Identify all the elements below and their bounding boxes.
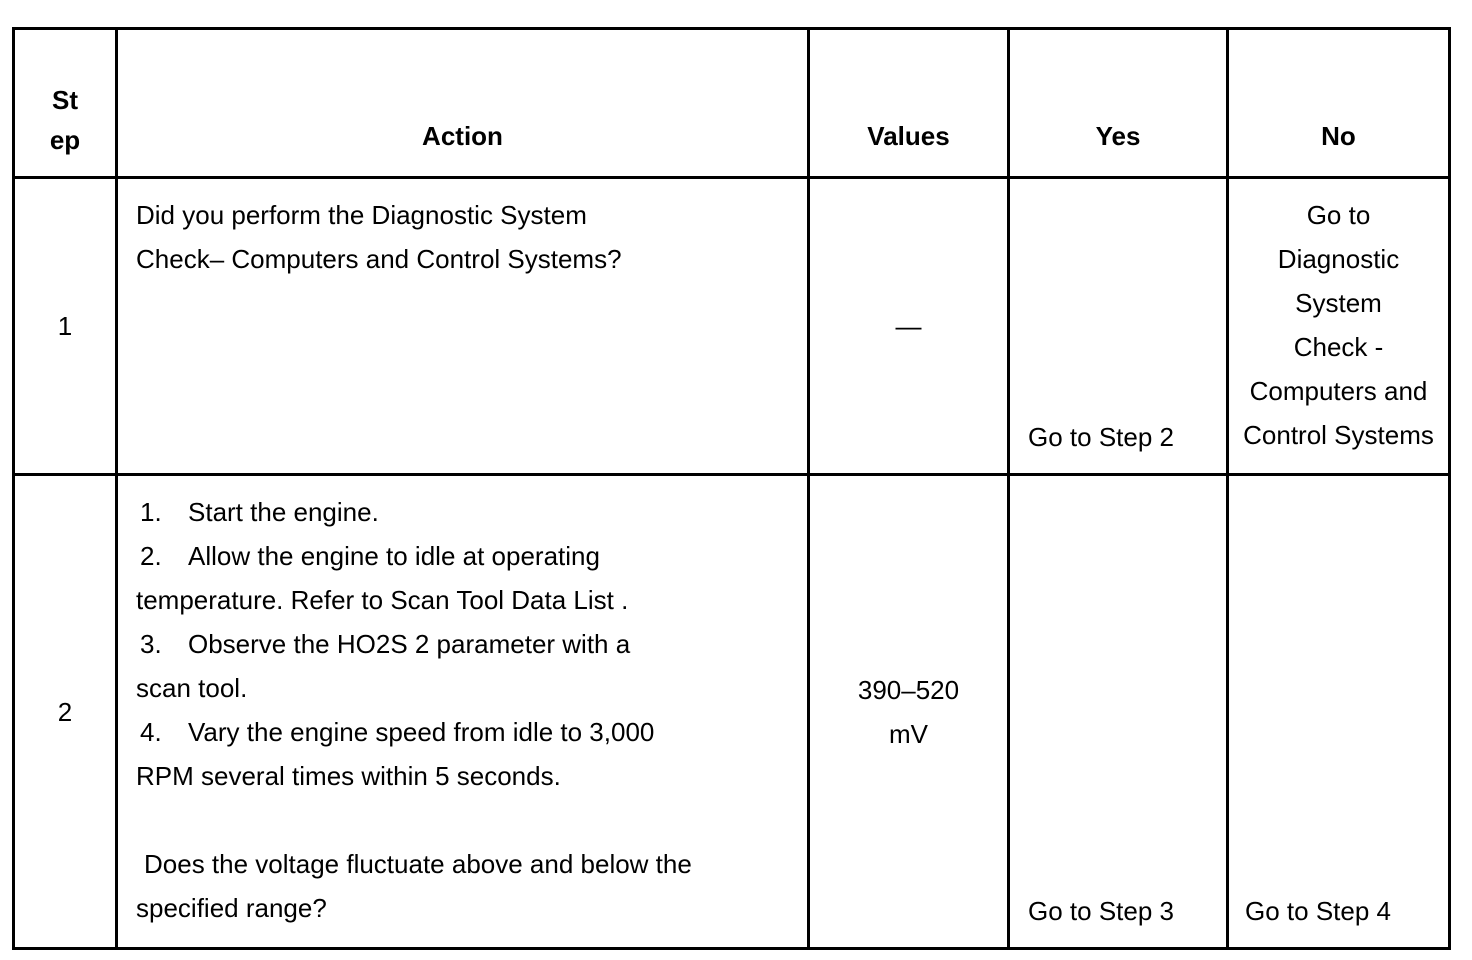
table-row — [14, 475, 1450, 949]
question-line: Does the voltage fluctuate above and below the — [144, 849, 692, 879]
action-step-number: 1. — [140, 497, 162, 527]
action-cell — [117, 475, 809, 949]
yes-cell: Go to Step 2 — [1009, 178, 1228, 475]
header-values: Values — [809, 29, 1009, 178]
values-cell: — — [809, 178, 1009, 475]
values-cell — [809, 475, 1009, 949]
action-step-number: 4. — [140, 717, 162, 747]
header-yes: Yes — [1009, 29, 1228, 178]
values-line: mV — [889, 718, 928, 749]
no-line: Diagnostic — [1277, 244, 1400, 274]
action-step-item — [136, 710, 793, 754]
step-number-cell: 2 — [14, 475, 117, 949]
action-line: Did you perform the Diagnostic System — [136, 200, 587, 230]
action-cell — [117, 178, 809, 475]
action-step-continuation: scan tool. — [136, 673, 248, 703]
header-step — [14, 29, 117, 178]
header-step-line1: St — [52, 85, 78, 115]
table-header-row — [14, 29, 1450, 178]
action-step-text: Allow the engine to idle at operating — [188, 541, 600, 571]
header-action: Action — [117, 29, 809, 178]
no-line: Go to — [1306, 200, 1371, 230]
diagnostic-table-container — [12, 27, 1448, 947]
action-line: Check– Computers and Control Systems? — [136, 244, 622, 274]
action-step-continuation: temperature. Refer to Scan Tool Data List . — [136, 585, 629, 615]
diagnostic-table — [12, 27, 1451, 950]
no-cell: Go to Step 4 — [1228, 475, 1450, 949]
action-step-text: Observe the HO2S 2 parameter with a — [188, 629, 631, 659]
no-cell — [1228, 178, 1450, 475]
no-line: Computers and — [1249, 376, 1428, 406]
action-step-item — [136, 490, 793, 534]
values-line: 390–520 — [857, 674, 960, 705]
question-line: specified range? — [136, 893, 327, 923]
action-step-text: Start the engine. — [188, 497, 379, 527]
yes-cell: Go to Step 3 — [1009, 475, 1228, 949]
action-step-number: 3. — [140, 629, 162, 659]
no-line: Check - — [1293, 332, 1384, 362]
header-no: No — [1228, 29, 1450, 178]
step-number-cell: 1 — [14, 178, 117, 475]
no-line: Control Systems — [1243, 420, 1434, 450]
action-step-continuation: RPM several times within 5 seconds. — [136, 761, 561, 791]
table-row — [14, 178, 1450, 475]
action-step-text: Vary the engine speed from idle to 3,000 — [188, 717, 655, 747]
header-step-line2: ep — [49, 125, 81, 155]
action-step-number: 2. — [140, 541, 162, 571]
no-line: System — [1295, 288, 1382, 318]
action-step-item — [136, 622, 793, 666]
spacer — [136, 798, 793, 842]
action-step-item — [136, 534, 793, 578]
